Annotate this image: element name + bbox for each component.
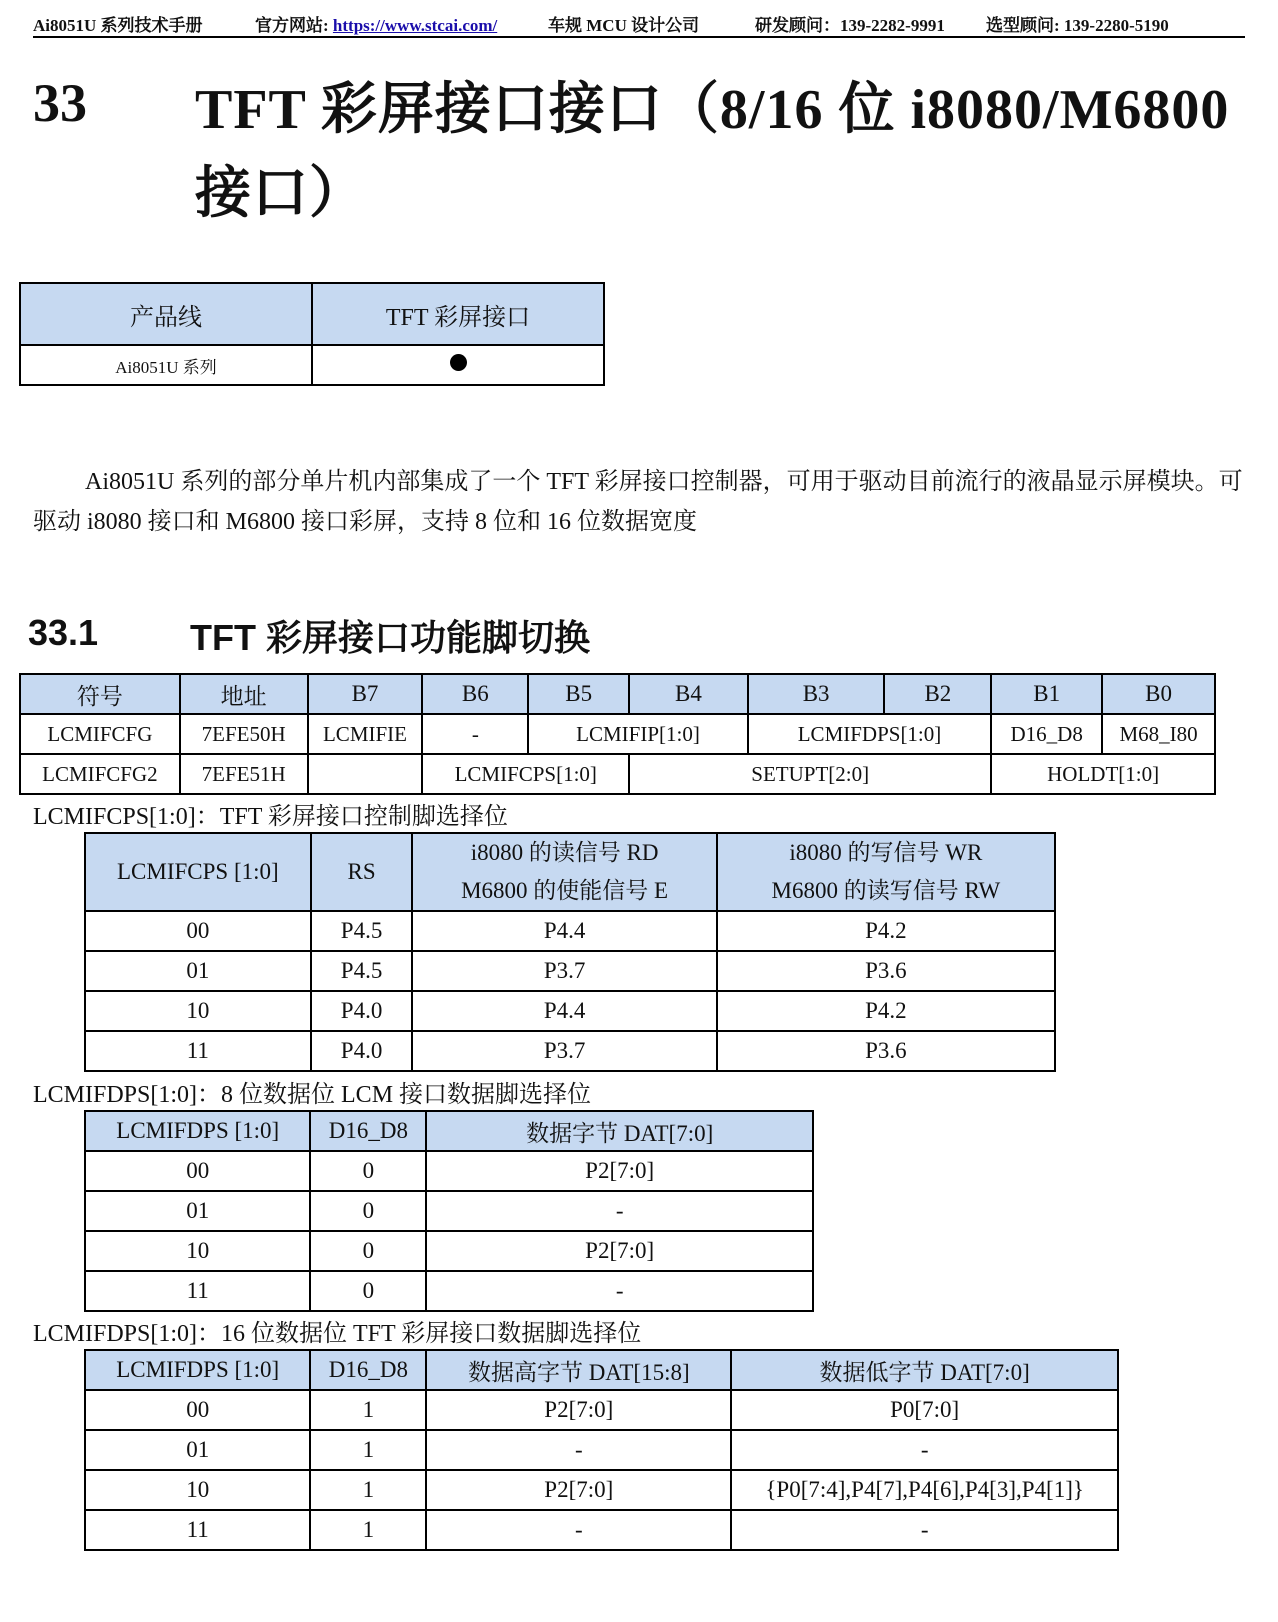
table-row <box>85 911 1055 951</box>
table-row <box>85 1231 813 1271</box>
header-rs: RS <box>311 833 413 911</box>
table-header-row <box>85 1111 813 1151</box>
data-pin-select-8bit-table <box>84 1110 814 1312</box>
bit-field: SETUPT[2:0] <box>629 754 991 794</box>
register-symbol: LCMIFCFG <box>20 714 180 754</box>
header-d16-d8: D16_D8 <box>310 1111 426 1151</box>
header-product-line: 产品线 <box>20 283 312 345</box>
header-rw: M6800 的读写信号 RW <box>771 878 1001 903</box>
bit-field: HOLDT[1:0] <box>991 754 1215 794</box>
website-label: 官方网站: <box>255 16 333 35</box>
header-dat-high: 数据高字节 DAT[15:8] <box>426 1350 731 1390</box>
cell: P4.5 <box>311 911 413 951</box>
cell: 01 <box>85 1191 310 1231</box>
cell: P4.2 <box>717 911 1055 951</box>
dps16-caption: LCMIFDPS[1:0]：16 位数据位 TFT 彩屏接口数据脚选择位 <box>33 1321 642 1347</box>
data-pin-select-16bit-table <box>84 1349 1119 1551</box>
cell: P3.6 <box>717 951 1055 991</box>
table-row <box>85 1390 1118 1430</box>
cell: - <box>426 1510 731 1550</box>
table-row <box>85 1510 1118 1550</box>
header-dps: LCMIFDPS [1:0] <box>85 1350 310 1390</box>
table-header-row <box>85 1350 1118 1390</box>
cell: - <box>731 1430 1118 1470</box>
cell: P2[7:0] <box>426 1231 813 1271</box>
cell: 10 <box>85 1231 310 1271</box>
cps-caption: LCMIFCPS[1:0]：TFT 彩屏接口控制脚选择位 <box>33 804 508 830</box>
register-header-row <box>20 674 1215 714</box>
intro-paragraph: Ai8051U 系列的部分单片机内部集成了一个 TFT 彩屏接口控制器，可用于驱动目前流行的液晶显示屏模块。可驱动 i8080 接口和 M6800 接口彩屏，支持 8 位和 16 位数据宽度 <box>33 469 1243 535</box>
cell: 00 <box>85 1390 310 1430</box>
header-tft-interface: TFT 彩屏接口 <box>312 283 604 345</box>
chapter-title: TFT 彩屏接口接口（8/16 位 i8080/M6800 接口） <box>195 79 1230 225</box>
cell: 01 <box>85 1430 310 1470</box>
cell: P2[7:0] <box>426 1390 731 1430</box>
table-row <box>85 1470 1118 1510</box>
cell: 0 <box>310 1271 426 1311</box>
header-d16-d8: D16_D8 <box>310 1350 426 1390</box>
manual-title: Ai8051U 系列技术手册 <box>33 16 203 35</box>
header-wr: i8080 的写信号 WR <box>789 840 983 865</box>
cell: - <box>426 1430 731 1470</box>
cell: P4.0 <box>311 991 413 1031</box>
table-header-row <box>85 833 1055 911</box>
table-row <box>20 345 604 385</box>
cell: - <box>426 1191 813 1231</box>
cell: 11 <box>85 1510 310 1550</box>
register-address: 7EFE50H <box>180 714 308 754</box>
cell: - <box>426 1271 813 1311</box>
dps8-caption: LCMIFDPS[1:0]：8 位数据位 LCM 接口数据脚选择位 <box>33 1082 592 1108</box>
supported-dot-icon <box>450 354 467 371</box>
cell: 01 <box>85 951 311 991</box>
rd-contact: 研发顾问：139-2282-9991 <box>755 16 945 35</box>
header-dps: LCMIFDPS [1:0] <box>85 1111 310 1151</box>
header-dat: 数据字节 DAT[7:0] <box>426 1111 813 1151</box>
bit-field: LCMIFIP[1:0] <box>528 714 748 754</box>
header-b0: B0 <box>1102 674 1215 714</box>
cell: 00 <box>85 911 311 951</box>
header-cps: LCMIFCPS [1:0] <box>85 833 311 911</box>
sales-contact: 选型顾问: 139-2280-5190 <box>986 16 1169 35</box>
cell: 0 <box>310 1151 426 1191</box>
bit-field: M68_I80 <box>1102 714 1215 754</box>
cell: P4.5 <box>311 951 413 991</box>
supported-cell <box>312 345 604 385</box>
header-address: 地址 <box>180 674 308 714</box>
cell: 00 <box>85 1151 310 1191</box>
bit-field: D16_D8 <box>991 714 1102 754</box>
table-row <box>85 951 1055 991</box>
cell: P4.2 <box>717 991 1055 1031</box>
cell: 10 <box>85 991 311 1031</box>
register-symbol: LCMIFCFG2 <box>20 754 180 794</box>
cell: P3.7 <box>412 951 716 991</box>
table-row <box>85 1031 1055 1071</box>
cell: 1 <box>310 1470 426 1510</box>
product-name: Ai8051U 系列 <box>20 345 312 385</box>
header-e: M6800 的使能信号 E <box>461 878 669 903</box>
cell: 0 <box>310 1231 426 1271</box>
cell: 0 <box>310 1191 426 1231</box>
header-b2: B2 <box>884 674 991 714</box>
cell: 1 <box>310 1390 426 1430</box>
bit-field <box>308 754 423 794</box>
product-line-table <box>19 282 605 386</box>
page-header <box>33 8 1245 38</box>
header-wr-rw <box>717 833 1055 911</box>
cell: 11 <box>85 1031 311 1071</box>
table-row <box>85 1430 1118 1470</box>
table-row <box>20 754 1215 794</box>
cell: P4.4 <box>412 991 716 1031</box>
header-rd-e <box>412 833 716 911</box>
cell: 1 <box>310 1510 426 1550</box>
header-symbol: 符号 <box>20 674 180 714</box>
cell: P3.7 <box>412 1031 716 1071</box>
table-row <box>85 991 1055 1031</box>
section-title: TFT 彩屏接口功能脚切换 <box>190 617 590 658</box>
company-tagline: 车规 MCU 设计公司 <box>548 16 700 35</box>
header-b1: B1 <box>991 674 1102 714</box>
cell: {P0[7:4],P4[7],P4[6],P4[3],P4[1]} <box>731 1470 1118 1510</box>
header-b4: B4 <box>629 674 748 714</box>
cell: P4.4 <box>412 911 716 951</box>
header-b7: B7 <box>308 674 423 714</box>
table-row <box>85 1271 813 1311</box>
cell: P4.0 <box>311 1031 413 1071</box>
website-link[interactable]: https://www.stcai.com/ <box>332 16 498 35</box>
cell: 1 <box>310 1430 426 1470</box>
register-table <box>19 673 1216 795</box>
table-row <box>85 1191 813 1231</box>
bit-field: - <box>422 714 528 754</box>
header-b3: B3 <box>748 674 885 714</box>
cell: - <box>731 1510 1118 1550</box>
chapter-number: 33 <box>33 73 87 133</box>
website <box>255 11 497 36</box>
table-row <box>20 714 1215 754</box>
cell: 11 <box>85 1271 310 1311</box>
header-rd: i8080 的读信号 RD <box>470 840 659 865</box>
cell: P3.6 <box>717 1031 1055 1071</box>
cell: P0[7:0] <box>731 1390 1118 1430</box>
cell: P2[7:0] <box>426 1470 731 1510</box>
table-row <box>85 1151 813 1191</box>
section-number: 33.1 <box>28 612 99 653</box>
cell: 10 <box>85 1470 310 1510</box>
header-b6: B6 <box>422 674 528 714</box>
cell: P2[7:0] <box>426 1151 813 1191</box>
header-dat-low: 数据低字节 DAT[7:0] <box>731 1350 1118 1390</box>
bit-field: LCMIFDPS[1:0] <box>748 714 992 754</box>
control-pin-select-table <box>84 832 1056 1072</box>
register-address: 7EFE51H <box>180 754 308 794</box>
bit-field: LCMIFCPS[1:0] <box>422 754 629 794</box>
header-b5: B5 <box>528 674 629 714</box>
bit-field: LCMIFIE <box>308 714 423 754</box>
